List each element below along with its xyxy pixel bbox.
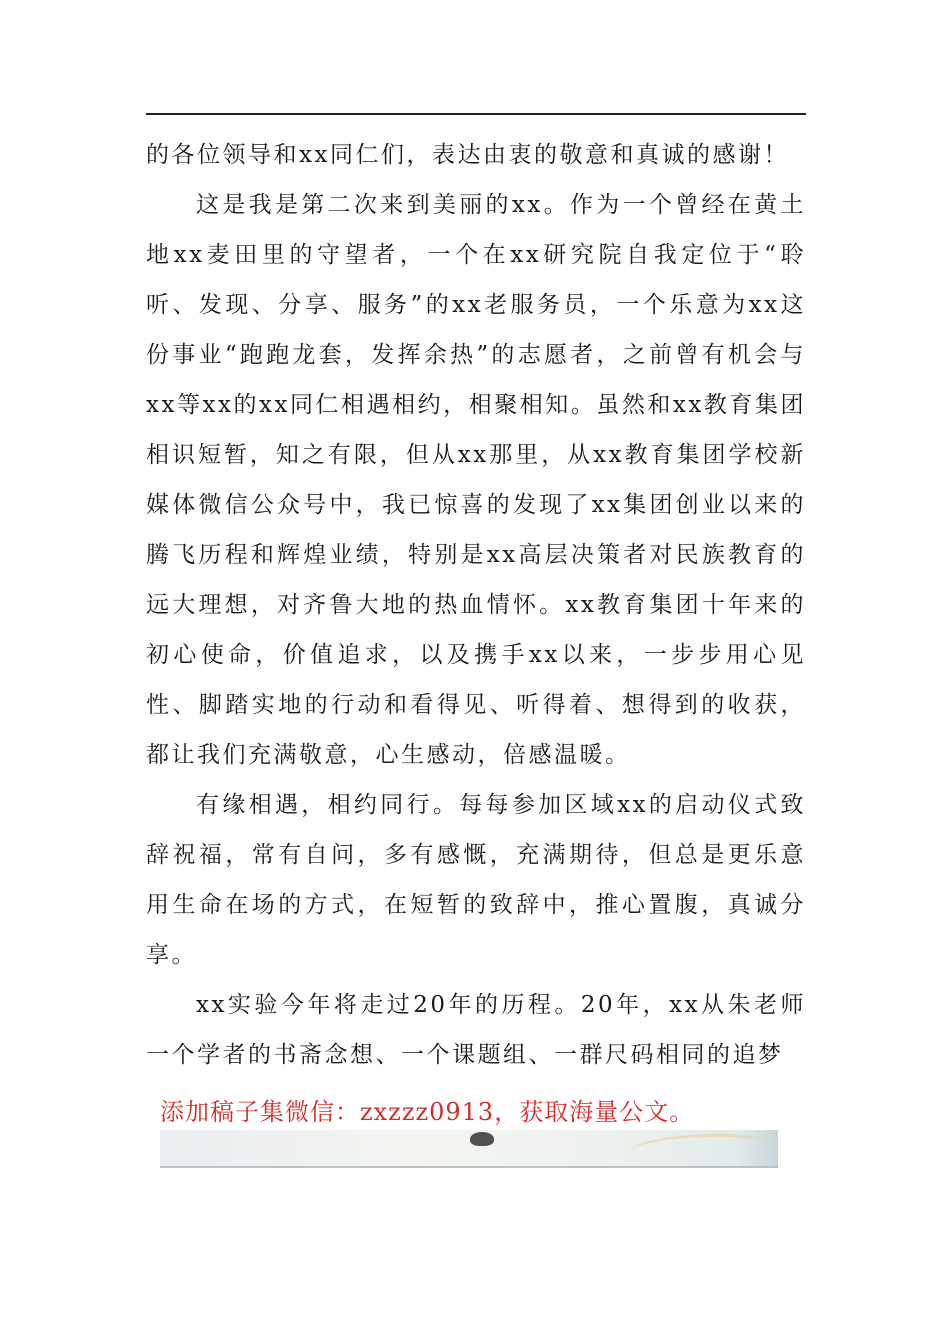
banner-shade [738, 1130, 778, 1166]
paragraph-2: 这是我是第二次来到美丽的xx。作为一个曾经在黄土地xx麦田里的守望者，一个在xx研究院自我定位于“聆听、发现、分享、服务”的xx老服务员，一个乐意为xx这份事业“跑跑龙套，发挥余热”的志愿者，之前曾有机会与xx等xx的xx同仁相遇相约，相聚相知。虽然和xx教育集团相识短暂，知之有限，但从xx那里，从xx教育集团学校新媒体微信公众号中，我已惊喜的发现了xx集团创业以来的腾飞历程和辉煌业绩，特别是xx高层决策者对民族教育的远大理想，对齐鲁大地的热血情怀。xx教育集团十年来的初心使命，价值追求，以及携手xx以来，一步步用心见性、脚踏实地的行动和看得见、听得着、想得到的收获，都让我们充满敬意，心生感动，倍感温暖。 [146, 192, 806, 768]
bird-decoration [470, 1132, 494, 1146]
paragraph-1: 的各位领导和xx同仁们，表达由衷的敬意和真诚的感谢！ [146, 142, 789, 168]
header-divider [146, 113, 806, 115]
paragraph-4: xx实验今年将走过20年的历程。20年，xx从朱老师一个学者的书斋念想、一个课题组、一群尺码相同的追梦 [146, 992, 806, 1068]
document-body [146, 130, 806, 1080]
paragraph-3: 有缘相遇，相约同行。每每参加区域xx的启动仪式致辞祝福，常有自问，多有感慨，充满期待，但总是更乐意用生命在场的方式，在短暂的致辞中，推心置腹，真诚分享。 [146, 792, 806, 968]
decorative-banner-image [160, 1130, 778, 1168]
promo-text: 添加稿子集微信：zxzzz0913，获取海量公文。 [160, 1098, 695, 1126]
